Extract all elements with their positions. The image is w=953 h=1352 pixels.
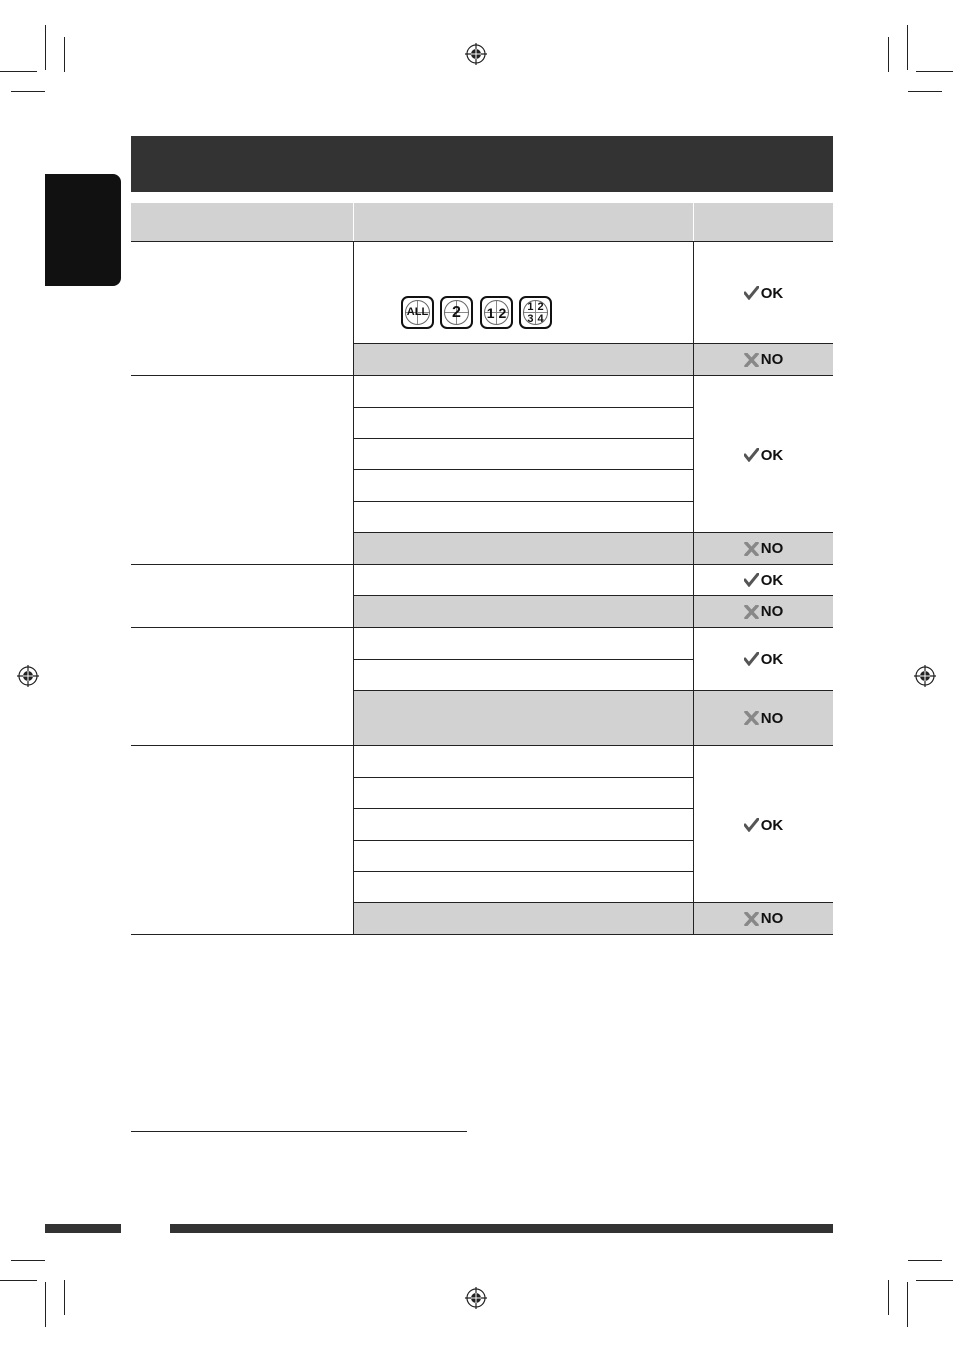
- cross-icon: [744, 542, 759, 556]
- crop-mark: [888, 1280, 889, 1315]
- cross-icon: [744, 912, 759, 926]
- row-divider: [354, 407, 693, 408]
- section-banner: [131, 136, 833, 192]
- ok-mark: [694, 644, 833, 674]
- page-number-bar: [45, 1224, 121, 1233]
- crop-mark: [64, 1280, 65, 1315]
- row-divider: [354, 840, 693, 841]
- cross-icon: [744, 605, 759, 619]
- row-divider: [354, 808, 693, 809]
- crop-mark: [916, 1280, 953, 1281]
- cross-icon: [744, 711, 759, 725]
- registration-mark-icon: [465, 1287, 487, 1309]
- ok-label: OK: [760, 446, 784, 464]
- no-mark: [694, 903, 833, 934]
- region-1-2-3-4-icon: 1 2 3 4: [519, 296, 552, 329]
- row-divider: [354, 659, 693, 660]
- check-icon: [744, 573, 759, 587]
- row-divider: [131, 745, 833, 746]
- table-header-row: [131, 203, 833, 241]
- row-divider: [354, 438, 693, 439]
- check-icon: [744, 286, 759, 300]
- registration-mark-icon: [914, 665, 936, 687]
- crop-mark: [45, 1282, 46, 1327]
- column-divider: [353, 241, 354, 934]
- row-divider: [131, 934, 833, 935]
- registration-mark-icon: [17, 665, 39, 687]
- crop-mark: [45, 25, 46, 70]
- crop-mark: [64, 37, 65, 72]
- column-divider: [693, 203, 694, 241]
- check-icon: [744, 818, 759, 832]
- check-icon: [744, 448, 759, 462]
- row-divider: [354, 469, 693, 470]
- ok-mark: [694, 565, 833, 595]
- row-divider: [354, 777, 693, 778]
- footer-bar: [170, 1224, 833, 1233]
- crop-mark: [907, 1282, 908, 1327]
- row-divider: [354, 501, 693, 502]
- region-all-icon: ALL: [401, 296, 434, 329]
- crop-mark: [888, 37, 889, 72]
- no-mark: [694, 596, 833, 627]
- crop-mark: [11, 91, 45, 92]
- ok-mark: [694, 810, 833, 840]
- row-divider: [354, 871, 693, 872]
- row-divider: [131, 241, 833, 242]
- no-label: NO: [760, 351, 784, 368]
- ok-label: OK: [760, 650, 784, 668]
- no-label: NO: [760, 540, 784, 557]
- crop-mark: [11, 1260, 45, 1261]
- row-divider: [354, 690, 833, 691]
- no-label: NO: [760, 603, 784, 620]
- ok-label: OK: [760, 816, 784, 834]
- ok-mark: [694, 440, 833, 470]
- footnote-rule: [131, 1131, 467, 1132]
- no-mark: [694, 703, 833, 733]
- cross-icon: [744, 353, 759, 367]
- row-divider: [131, 627, 833, 628]
- ok-mark: [694, 278, 833, 308]
- column-divider: [353, 203, 354, 241]
- ok-label: OK: [760, 571, 784, 589]
- region-1-2-icon: 1 2: [480, 296, 513, 329]
- crop-mark: [908, 1260, 942, 1261]
- ok-label: OK: [760, 284, 784, 302]
- row-divider: [131, 375, 833, 376]
- region-2-icon: 2: [440, 296, 473, 329]
- no-label: NO: [760, 910, 784, 927]
- crop-mark: [908, 91, 942, 92]
- crop-mark: [0, 71, 37, 72]
- crop-mark: [907, 25, 908, 70]
- crop-mark: [916, 71, 953, 72]
- no-mark: [694, 344, 833, 375]
- no-label: NO: [760, 709, 784, 727]
- check-icon: [744, 652, 759, 666]
- language-tab: [45, 174, 121, 286]
- registration-mark-icon: [465, 43, 487, 65]
- crop-mark: [0, 1280, 37, 1281]
- no-mark: [694, 533, 833, 564]
